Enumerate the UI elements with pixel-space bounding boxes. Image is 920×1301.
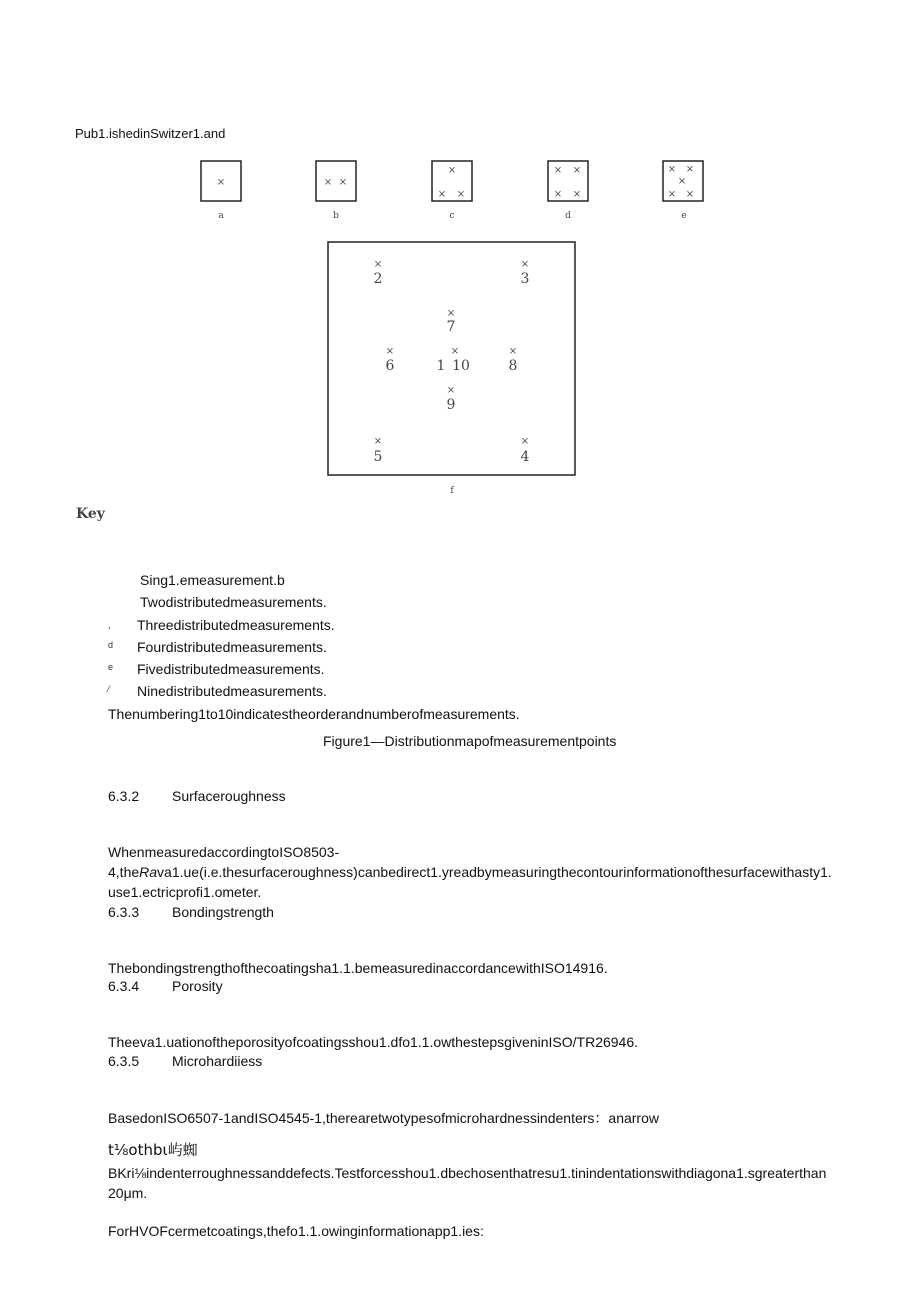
marker-f5: ×	[373, 436, 383, 447]
paragraph-porosity: Theeva1.uationoftheporosityofcoatingsshou1.dfo1.1.owthestepsgiveninISO/TR26946.	[108, 1034, 639, 1050]
key-item-text: Fourdistributedmeasurements.	[137, 639, 327, 655]
text-run: 4,the	[108, 864, 140, 880]
paragraph-line: WhenmeasuredaccordingtoISO8503-	[108, 844, 340, 860]
point-number-6: 6	[385, 358, 395, 374]
key-item-marker: e	[108, 662, 114, 672]
figure-label-f: f	[450, 486, 454, 496]
marker-f9: ×	[446, 385, 456, 396]
ra-term: Ra	[139, 864, 158, 880]
section-number: 6.3.5	[108, 1053, 140, 1069]
section-title: Surfaceroughness	[172, 788, 286, 804]
paragraph-microhardness-line1: BasedonISO6507-1andISO4545-1,therearetwotypesofmicrohardnessindenters：anarrow	[108, 1110, 659, 1126]
paragraph-microhardness-body	[108, 1163, 898, 1203]
point-number-10: 10	[452, 358, 470, 374]
marker-f7: ×	[446, 308, 456, 319]
marker-c3: ×	[456, 189, 466, 200]
marker-d3: ×	[553, 189, 563, 200]
marker-f8: ×	[508, 346, 518, 357]
key-item-text: Fivedistributedmeasurements.	[137, 661, 325, 677]
paragraph-line	[108, 862, 898, 882]
key-item-text: Ninedistributedmeasurements.	[137, 683, 327, 699]
figure-label-d: d	[565, 211, 571, 221]
key-item-marker: ,	[108, 620, 111, 630]
section-title: Bondingstrength	[172, 904, 274, 920]
marker-f4: ×	[520, 436, 530, 447]
figure-label-b: b	[333, 211, 339, 221]
marker-e1: ×	[667, 164, 677, 175]
marker-f6: ×	[385, 346, 395, 357]
section-number: 6.3.2	[108, 788, 140, 804]
marker-f2: ×	[373, 259, 383, 270]
marker-c2: ×	[437, 189, 447, 200]
figure-label-a: a	[218, 211, 224, 221]
marker-f1: ×	[450, 346, 460, 357]
point-number-7: 7	[446, 319, 456, 335]
section-number: 6.3.4	[108, 978, 140, 994]
marker-e2: ×	[685, 164, 695, 175]
marker-b1: ×	[323, 177, 333, 188]
paragraph-line: 20μm.	[108, 1185, 148, 1201]
section-title: Porosity	[172, 978, 223, 994]
marker-a1: ×	[216, 177, 226, 188]
measurement-figure	[0, 0, 920, 520]
paragraph-garbled-line: t⅛othbι屿蜘	[108, 1141, 198, 1159]
section-title: Microhardiiess	[172, 1053, 263, 1069]
key-heading: Key	[76, 506, 105, 522]
marker-d1: ×	[553, 165, 563, 176]
marker-f3: ×	[520, 259, 530, 270]
text-run: va1.ue(i.e.thesurfaceroughness)canbedirect1.yreadbymeasuringthecontourinformationofthesurfacewithasty1.	[157, 864, 832, 880]
diagram-box-b	[316, 161, 356, 201]
point-number-1: 1	[436, 358, 446, 374]
paragraph-line: BKri⅛indenterroughnessanddefects.Testforcesshou1.dbechosenthatresu1.tinindentationswithdiagona1.sgreaterthan	[108, 1165, 827, 1181]
key-item-text: Threedistributedmeasurements.	[137, 617, 335, 633]
marker-e5: ×	[685, 189, 695, 200]
point-number-8: 8	[508, 358, 518, 374]
paragraph-line: use1.ectricprofi1.ometer.	[108, 884, 262, 900]
figure-label-e: e	[681, 211, 687, 221]
point-number-2: 2	[373, 271, 383, 287]
paragraph-bonding-strength: Thebondingstrengthofthecoatingsha1.1.bemeasuredinaccordancewithISO14916.	[108, 960, 608, 976]
key-item-marker: ⁄	[108, 684, 110, 694]
figure-caption-text: Figure1—Distributionmapofmeasurementpoints	[323, 733, 617, 749]
marker-b2: ×	[338, 177, 348, 188]
marker-e4: ×	[667, 189, 677, 200]
paragraph-surface-roughness	[108, 842, 898, 902]
point-number-3: 3	[520, 271, 530, 287]
published-line: Pub1.ishedinSwitzer1.and	[75, 126, 226, 141]
marker-c1: ×	[447, 165, 457, 176]
marker-e3: ×	[677, 176, 687, 187]
marker-d4: ×	[572, 189, 582, 200]
figure-label-c: c	[449, 211, 455, 221]
key-item-text: Sing1.emeasurement.b	[140, 572, 285, 588]
point-number-9: 9	[446, 397, 456, 413]
key-item-marker: d	[108, 640, 114, 650]
paragraph-hvof: ForHVOFcermetcoatings,thefo1.1.owinginformationapp1.ies:	[108, 1223, 484, 1239]
key-item-text: Twodistributedmeasurements.	[140, 594, 327, 610]
marker-d2: ×	[572, 165, 582, 176]
point-number-5: 5	[373, 449, 383, 465]
section-number: 6.3.3	[108, 904, 140, 920]
point-number-4: 4	[520, 449, 530, 465]
key-note: Thenumbering1to10indicatestheorderandnumberofmeasurements.	[108, 706, 520, 722]
